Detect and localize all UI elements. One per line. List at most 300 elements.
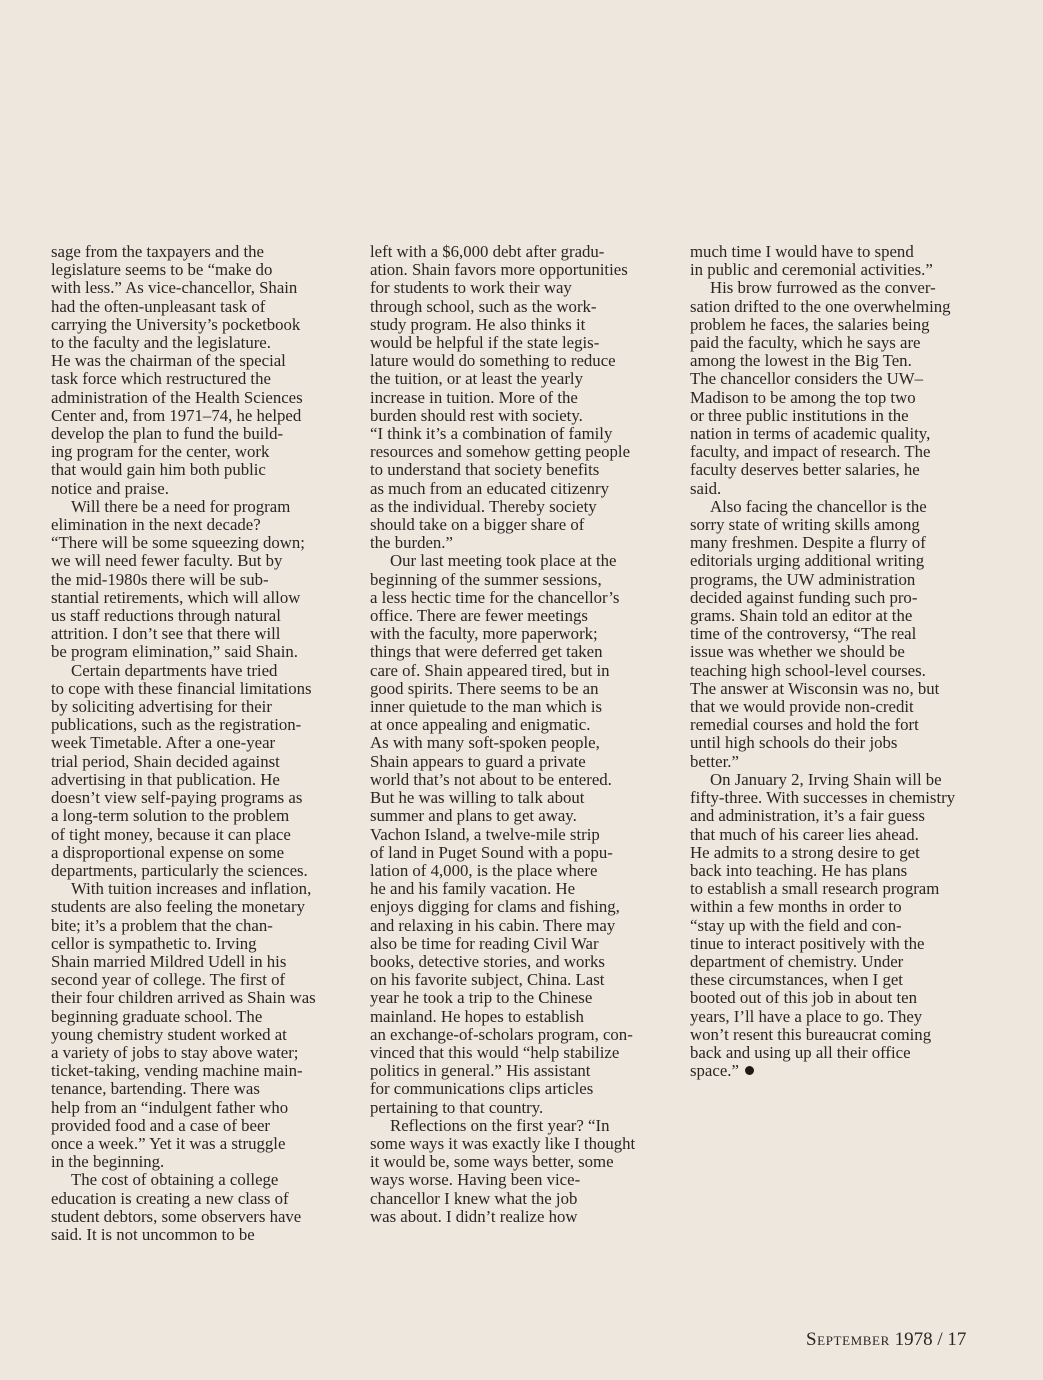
line-text: that much of his career lies ahead. xyxy=(690,824,919,844)
line-text: also be time for reading Civil War xyxy=(370,933,599,953)
line-text: Shain appears to guard a private xyxy=(370,751,586,771)
line-text: The chancellor considers the UW– xyxy=(690,369,923,389)
line-text: Will there be a need for program xyxy=(71,496,291,516)
text-line xyxy=(370,880,666,898)
text-line xyxy=(370,1026,666,1044)
page-number: 17 xyxy=(947,1329,967,1350)
line-text: books, detective stories, and works xyxy=(370,951,605,971)
line-text: nation in terms of academic quality, xyxy=(690,424,931,444)
text-line xyxy=(370,334,666,352)
text-line xyxy=(690,1008,986,1026)
text-line xyxy=(370,1135,666,1153)
line-text: Madison to be among the top two xyxy=(690,387,916,407)
text-line xyxy=(370,461,666,479)
text-line xyxy=(370,1062,666,1080)
text-line xyxy=(370,589,666,607)
text-line xyxy=(51,971,347,989)
line-text: His brow furrowed as the conver- xyxy=(710,278,936,298)
line-text: these circumstances, when I get xyxy=(690,970,903,990)
text-line xyxy=(690,1062,986,1080)
line-text: of land in Puget Sound with a popu- xyxy=(370,842,613,862)
text-line xyxy=(370,826,666,844)
text-line xyxy=(51,1171,347,1189)
line-text: Reflections on the first year? “In xyxy=(390,1115,610,1135)
text-line xyxy=(51,1008,347,1026)
text-line xyxy=(690,625,986,643)
text-line xyxy=(690,534,986,552)
text-line xyxy=(370,953,666,971)
line-text: mainland. He hopes to establish xyxy=(370,1006,584,1026)
line-text: student debtors, some observers have xyxy=(51,1206,302,1226)
text-line xyxy=(370,643,666,661)
text-line xyxy=(51,698,347,716)
text-line xyxy=(690,571,986,589)
text-line xyxy=(690,680,986,698)
text-line xyxy=(51,898,347,916)
text-line xyxy=(51,498,347,516)
text-line xyxy=(690,370,986,388)
line-text: sage from the taxpayers and the xyxy=(51,242,264,261)
text-line xyxy=(690,826,986,844)
text-line xyxy=(370,1099,666,1117)
line-text: elimination in the next decade? xyxy=(51,515,261,535)
line-text: to the faculty and the legislature. xyxy=(51,333,271,353)
line-text: trial period, Shain decided against xyxy=(51,751,280,771)
text-line xyxy=(51,807,347,825)
line-text: to establish a small research program xyxy=(690,879,940,899)
text-line xyxy=(51,643,347,661)
line-text: for students to work their way xyxy=(370,278,572,298)
text-line xyxy=(370,316,666,334)
line-text: once a week.” Yet it was a struggle xyxy=(51,1133,286,1153)
text-line xyxy=(51,407,347,425)
text-line xyxy=(51,1153,347,1171)
line-text: administration of the Health Sciences xyxy=(51,387,303,407)
line-text: said. It is not uncommon to be xyxy=(51,1224,255,1244)
line-text: summer and plans to get away. xyxy=(370,806,577,826)
line-text: teaching high school-level courses. xyxy=(690,660,926,680)
text-line xyxy=(690,953,986,971)
text-line xyxy=(370,607,666,625)
line-text: a variety of jobs to stay above water; xyxy=(51,1042,299,1062)
text-line xyxy=(690,589,986,607)
line-text: burden should rest with society. xyxy=(370,405,583,425)
text-line xyxy=(690,607,986,625)
issue-month: September xyxy=(806,1329,890,1350)
text-line xyxy=(370,571,666,589)
line-text: Certain departments have tried xyxy=(71,660,278,680)
text-line xyxy=(51,753,347,771)
text-line xyxy=(51,1026,347,1044)
text-line xyxy=(370,534,666,552)
line-text: “I think it’s a combination of family xyxy=(370,424,613,444)
line-text: left with a $6,000 debt after gradu- xyxy=(370,242,605,261)
page-footer xyxy=(806,1329,966,1351)
line-text: it would be, some ways better, some xyxy=(370,1152,614,1172)
line-text: Shain married Mildred Udell in his xyxy=(51,951,287,971)
line-text: politics in general.” His assistant xyxy=(370,1061,591,1081)
text-line xyxy=(690,734,986,752)
line-text: much time I would have to spend xyxy=(690,242,914,261)
text-line xyxy=(370,771,666,789)
text-line xyxy=(690,243,986,261)
line-text: good spirits. There seems to be an xyxy=(370,678,599,698)
text-line xyxy=(690,279,986,297)
line-text: back and using up all their office xyxy=(690,1042,911,1062)
line-text: young chemistry student worked at xyxy=(51,1024,287,1044)
text-line xyxy=(690,862,986,880)
text-line xyxy=(51,625,347,643)
text-line xyxy=(370,862,666,880)
line-text: at once appealing and enigmatic. xyxy=(370,715,591,735)
line-text: a disproportional expense on some xyxy=(51,842,285,862)
text-line xyxy=(690,880,986,898)
line-text: space.” xyxy=(690,1061,739,1081)
line-text: was about. I didn’t realize how xyxy=(370,1206,578,1226)
line-text: lature would do something to reduce xyxy=(370,351,616,371)
text-line xyxy=(51,516,347,534)
text-line xyxy=(51,844,347,862)
line-text: office. There are fewer meetings xyxy=(370,606,588,626)
line-text: But he was willing to talk about xyxy=(370,788,585,808)
text-line xyxy=(51,953,347,971)
text-line xyxy=(51,298,347,316)
text-line xyxy=(51,589,347,607)
line-text: world that’s not about to be entered. xyxy=(370,769,612,789)
line-text: doesn’t view self-paying programs as xyxy=(51,788,303,808)
text-line xyxy=(690,316,986,334)
text-line xyxy=(690,1044,986,1062)
line-text: week Timetable. After a one-year xyxy=(51,733,276,753)
line-text: As with many soft-spoken people, xyxy=(370,733,600,753)
text-line xyxy=(370,1044,666,1062)
line-text: be program elimination,” said Shain. xyxy=(51,642,298,662)
line-text: legislature seems to be “make do xyxy=(51,260,273,280)
line-text: The answer at Wisconsin was no, but xyxy=(690,678,940,698)
line-text: cellor is sympathetic to. Irving xyxy=(51,933,257,953)
line-text: editorials urging additional writing xyxy=(690,551,925,571)
line-text: remedial courses and hold the fort xyxy=(690,715,919,735)
text-line xyxy=(690,898,986,916)
line-text: The cost of obtaining a college xyxy=(71,1170,279,1190)
line-text: provided food and a case of beer xyxy=(51,1115,270,1135)
line-text: vinced that this would “help stabilize xyxy=(370,1042,620,1062)
line-text: had the often-unpleasant task of xyxy=(51,296,266,316)
text-line xyxy=(370,989,666,1007)
text-line xyxy=(370,407,666,425)
text-line xyxy=(370,1190,666,1208)
line-text: said. xyxy=(690,478,722,498)
text-line xyxy=(51,1190,347,1208)
text-line xyxy=(690,480,986,498)
line-text: the burden.” xyxy=(370,533,453,553)
line-text: should take on a bigger share of xyxy=(370,515,585,535)
text-line xyxy=(690,443,986,461)
text-line xyxy=(370,898,666,916)
text-line xyxy=(690,461,986,479)
text-line xyxy=(690,498,986,516)
line-text: fifty-three. With successes in chemistry xyxy=(690,788,956,808)
line-text: as the individual. Thereby society xyxy=(370,496,597,516)
line-text: that we would provide non-credit xyxy=(690,697,914,717)
end-of-article-bullet-icon xyxy=(745,1066,754,1075)
line-text: with less.” As vice-chancellor, Shain xyxy=(51,278,298,298)
text-line xyxy=(690,698,986,716)
text-line xyxy=(370,734,666,752)
text-line xyxy=(370,298,666,316)
line-text: us staff reductions through natural xyxy=(51,606,281,626)
line-text: He was the chairman of the special xyxy=(51,351,286,371)
line-text: increase in tuition. More of the xyxy=(370,387,578,407)
text-line xyxy=(51,443,347,461)
line-text: second year of college. The first of xyxy=(51,970,286,990)
text-line xyxy=(690,643,986,661)
line-text: chancellor I knew what the job xyxy=(370,1188,578,1208)
text-line xyxy=(690,552,986,570)
line-text: “stay up with the field and con- xyxy=(690,915,902,935)
text-line xyxy=(51,680,347,698)
text-line xyxy=(51,552,347,570)
line-text: ation. Shain favors more opportunities xyxy=(370,260,628,280)
line-text: the mid-1980s there will be sub- xyxy=(51,569,269,589)
text-column-3 xyxy=(690,243,986,1080)
line-text: programs, the UW administration xyxy=(690,569,916,589)
text-line xyxy=(51,334,347,352)
line-text: some ways it was exactly like I thought xyxy=(370,1133,636,1153)
text-line xyxy=(51,862,347,880)
line-text: ing program for the center, work xyxy=(51,442,270,462)
line-text: or three public institutions in the xyxy=(690,405,909,425)
line-text: tinue to interact positively with the xyxy=(690,933,925,953)
text-line xyxy=(690,261,986,279)
line-text: publications, such as the registration- xyxy=(51,715,302,735)
line-text: with the faculty, more paperwork; xyxy=(370,624,598,644)
text-line xyxy=(51,243,347,261)
line-text: to understand that society benefits xyxy=(370,460,600,480)
text-line xyxy=(370,935,666,953)
text-line xyxy=(370,352,666,370)
text-line xyxy=(51,1099,347,1117)
line-text: paid the faculty, which he says are xyxy=(690,333,921,353)
line-text: in the beginning. xyxy=(51,1152,165,1172)
text-line xyxy=(370,1008,666,1026)
line-text: task force which restructured the xyxy=(51,369,271,389)
text-line xyxy=(370,807,666,825)
text-line xyxy=(370,662,666,680)
text-line xyxy=(370,844,666,862)
line-text: students are also feeling the monetary xyxy=(51,897,305,917)
text-line xyxy=(690,298,986,316)
line-text: back into teaching. He has plans xyxy=(690,860,908,880)
text-line xyxy=(370,716,666,734)
line-text: departments, particularly the sciences. xyxy=(51,860,308,880)
text-line xyxy=(51,607,347,625)
line-text: to cope with these financial limitations xyxy=(51,678,312,698)
text-line xyxy=(370,552,666,570)
line-text: he and his family vacation. He xyxy=(370,879,576,899)
text-line xyxy=(690,716,986,734)
line-text: a long-term solution to the problem xyxy=(51,806,290,826)
text-line xyxy=(51,480,347,498)
folio-separator: / xyxy=(937,1329,943,1350)
text-line xyxy=(690,662,986,680)
text-line xyxy=(370,971,666,989)
text-line xyxy=(690,1026,986,1044)
line-text: the tuition, or at least the yearly xyxy=(370,369,583,389)
text-line xyxy=(51,370,347,388)
line-text: years, I’ll have a place to go. They xyxy=(690,1006,923,1026)
line-text: until high schools do their jobs xyxy=(690,733,898,753)
line-text: for communications clips articles xyxy=(370,1079,594,1099)
line-text: faculty, and impact of research. The xyxy=(690,442,931,462)
line-text: things that were deferred get taken xyxy=(370,642,603,662)
text-line xyxy=(51,534,347,552)
line-text: many freshmen. Despite a flurry of xyxy=(690,533,926,553)
line-text: and relaxing in his cabin. There may xyxy=(370,915,616,935)
text-line xyxy=(370,425,666,443)
text-line xyxy=(51,1117,347,1135)
line-text: pertaining to that country. xyxy=(370,1097,544,1117)
line-text: time of the controversy, “The real xyxy=(690,624,917,644)
text-line xyxy=(690,352,986,370)
text-line xyxy=(690,971,986,989)
line-text: With tuition increases and inflation, xyxy=(71,879,312,899)
text-line xyxy=(690,516,986,534)
line-text: as much from an educated citizenry xyxy=(370,478,610,498)
line-text: better.” xyxy=(690,751,739,771)
line-text: study program. He also thinks it xyxy=(370,314,586,334)
line-text: within a few months in order to xyxy=(690,897,902,917)
line-text: would be helpful if the state legis- xyxy=(370,333,600,353)
text-column-1 xyxy=(51,243,347,1244)
text-line xyxy=(51,716,347,734)
text-line xyxy=(370,680,666,698)
line-text: a less hectic time for the chancellor’s xyxy=(370,587,620,607)
text-line xyxy=(370,370,666,388)
line-text: in public and ceremonial activities.” xyxy=(690,260,933,280)
line-text: resources and somehow getting people xyxy=(370,442,631,462)
line-text: Center and, from 1971–74, he helped xyxy=(51,405,302,425)
text-line xyxy=(51,935,347,953)
line-text: and administration, it’s a fair guess xyxy=(690,806,925,826)
text-line xyxy=(51,389,347,407)
text-line xyxy=(370,480,666,498)
text-line xyxy=(51,1135,347,1153)
line-text: inner quietude to the man which is xyxy=(370,697,603,717)
line-text: tenance, bartending. There was xyxy=(51,1079,260,1099)
text-line xyxy=(370,279,666,297)
text-line xyxy=(51,1080,347,1098)
text-line xyxy=(370,261,666,279)
line-text: notice and praise. xyxy=(51,478,169,498)
text-line xyxy=(51,1208,347,1226)
line-text: sorry state of writing skills among xyxy=(690,515,920,535)
text-line xyxy=(690,789,986,807)
text-line xyxy=(51,917,347,935)
text-line xyxy=(370,917,666,935)
line-text: bite; it’s a problem that the chan- xyxy=(51,915,273,935)
text-line xyxy=(370,753,666,771)
line-text: department of chemistry. Under xyxy=(690,951,904,971)
text-line xyxy=(51,989,347,1007)
line-text: enjoys digging for clams and fishing, xyxy=(370,897,620,917)
text-line xyxy=(51,261,347,279)
line-text: carrying the University’s pocketbook xyxy=(51,314,301,334)
line-text: won’t resent this bureaucrat coming xyxy=(690,1024,932,1044)
line-text: issue was whether we should be xyxy=(690,642,905,662)
text-line xyxy=(51,352,347,370)
line-text: on his favorite subject, China. Last xyxy=(370,970,605,990)
line-text: of tight money, because it can place xyxy=(51,824,291,844)
line-text: by soliciting advertising for their xyxy=(51,697,272,717)
text-line xyxy=(370,443,666,461)
text-line xyxy=(690,989,986,1007)
text-line xyxy=(51,461,347,479)
line-text: He admits to a strong desire to get xyxy=(690,842,920,862)
line-text: “There will be some squeezing down; xyxy=(51,533,305,553)
line-text: attrition. I don’t see that there will xyxy=(51,624,281,644)
text-line xyxy=(51,771,347,789)
text-line xyxy=(690,771,986,789)
text-line xyxy=(51,662,347,680)
line-text: education is creating a new class of xyxy=(51,1188,289,1208)
text-line xyxy=(690,389,986,407)
text-line xyxy=(690,935,986,953)
text-line xyxy=(51,279,347,297)
line-text: stantial retirements, which will allow xyxy=(51,587,301,607)
text-line xyxy=(370,516,666,534)
line-text: grams. Shain told an editor at the xyxy=(690,606,913,626)
line-text: advertising in that publication. He xyxy=(51,769,280,789)
text-line xyxy=(690,425,986,443)
text-line xyxy=(370,389,666,407)
text-line xyxy=(690,334,986,352)
line-text: faculty deserves better salaries, he xyxy=(690,460,920,480)
issue-year: 1978 xyxy=(894,1329,933,1350)
text-line xyxy=(370,789,666,807)
text-line xyxy=(51,734,347,752)
line-text: among the lowest in the Big Ten. xyxy=(690,351,912,371)
line-text: ways worse. Having been vice- xyxy=(370,1170,581,1190)
text-line xyxy=(690,407,986,425)
line-text: year he took a trip to the Chinese xyxy=(370,988,593,1008)
line-text: Our last meeting took place at the xyxy=(390,551,617,571)
text-column-2 xyxy=(370,243,666,1226)
line-text: that would gain him both public xyxy=(51,460,266,480)
text-line xyxy=(370,1171,666,1189)
text-line xyxy=(370,1117,666,1135)
text-line xyxy=(370,1208,666,1226)
line-text: booted out of this job in about ten xyxy=(690,988,917,1008)
line-text: help from an “indulgent father who xyxy=(51,1097,289,1117)
line-text: sation drifted to the one overwhelming xyxy=(690,296,951,316)
line-text: we will need fewer faculty. But by xyxy=(51,551,283,571)
line-text: develop the plan to fund the build- xyxy=(51,424,284,444)
line-text: care of. Shain appeared tired, but in xyxy=(370,660,610,680)
line-text: beginning of the summer sessions, xyxy=(370,569,602,589)
text-line xyxy=(51,1044,347,1062)
line-text: On January 2, Irving Shain will be xyxy=(710,769,942,789)
text-line xyxy=(370,498,666,516)
line-text: beginning graduate school. The xyxy=(51,1006,263,1026)
text-line xyxy=(370,698,666,716)
text-line xyxy=(690,844,986,862)
text-line xyxy=(51,1226,347,1244)
text-line xyxy=(690,917,986,935)
text-line xyxy=(51,316,347,334)
text-line xyxy=(51,826,347,844)
text-line xyxy=(370,1080,666,1098)
